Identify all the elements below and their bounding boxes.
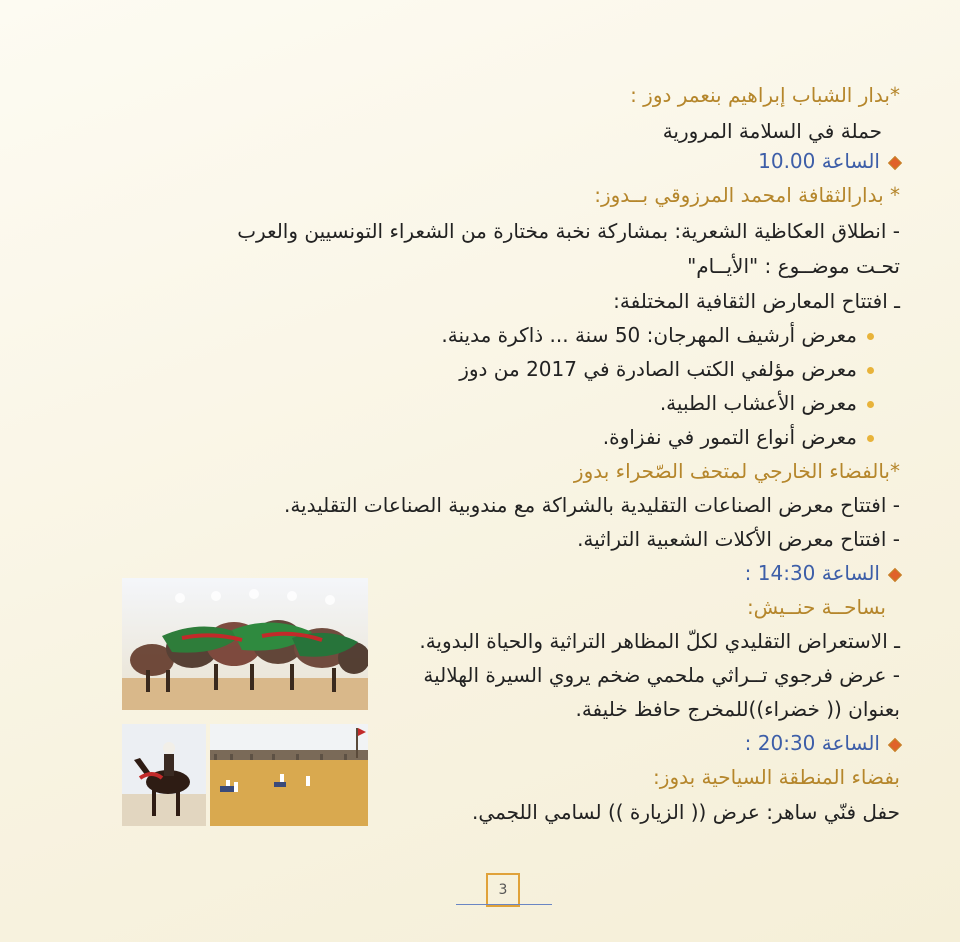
heading-culture-house: * بدارالثقافة امحمد المرزوقي بــدوز: (594, 183, 900, 207)
diamond-icon (888, 567, 902, 581)
bullet-icon (867, 435, 874, 442)
arena-crowd-photo (210, 724, 368, 826)
diamond-icon (888, 737, 902, 751)
time-10: الساعة 10.00 (758, 148, 900, 174)
diamond-icon (888, 155, 902, 169)
road-safety-campaign: حملة في السلامة المرورية (662, 119, 882, 143)
page-number: 3 (486, 873, 520, 907)
bullet-authors: معرض مؤلفي الكتب الصادرة في 2017 من دوز (459, 356, 874, 382)
bullet-icon (867, 367, 874, 374)
heading-hnish-square: بساحــة حنــيش: (746, 595, 886, 619)
epic-show: - عرض فرجوي تــراثي ملحمي ضخم يروي السيرة الهلالية (423, 663, 900, 687)
horse-riders-photo (122, 578, 368, 710)
bullet-herbs: معرض الأعشاب الطبية. (660, 390, 874, 416)
heading-museum: *بالفضاء الخارجي لمتحف الصّحراء بدوز (573, 459, 900, 483)
page-number-rule (456, 904, 552, 905)
poetry-theme: تحـت موضــوع : "الأيــام" (687, 254, 900, 278)
bullet-dates: معرض أنواع التمور في نفزاوة. (603, 424, 874, 450)
traditional-parade: ـ الاستعراض التقليدي لكلّ المظاهر التراثية والحياة البدوية. (419, 629, 900, 653)
single-rider-photo (122, 724, 206, 826)
horse-riders-image (122, 578, 368, 710)
arena-crowd-image (210, 724, 368, 826)
bullet-archive: معرض أرشيف المهرجان: 50 سنة ... ذاكرة مدينة. (441, 322, 874, 348)
poetry-launch: - انطلاق العكاظية الشعرية: بمشاركة نخبة مختارة من الشعراء التونسيين والعرب (237, 219, 900, 243)
bullet-icon (867, 333, 874, 340)
single-rider-image (122, 724, 206, 826)
heading-youth-house: *بدار الشباب إبراهيم بنعمر دوز : (630, 83, 900, 107)
show-title: بعنوان (( خضراء))للمخرج حافظ خليفة. (575, 697, 900, 721)
time-2030: الساعة 20:30 : (745, 730, 900, 756)
evening-concert: حفل فنّي ساهر: عرض (( الزيارة )) لسامي اللجمي. (472, 800, 900, 824)
time-1430: الساعة 14:30 : (745, 560, 900, 586)
heading-tourist-zone: بفضاء المنطقة السياحية بدوز: (653, 765, 900, 789)
food-exhibition: - افتتاح معرض الأكلات الشعبية التراثية. (577, 527, 900, 551)
bullet-icon (867, 401, 874, 408)
crafts-exhibition: - افتتاح معرض الصناعات التقليدية بالشراكة مع مندوبية الصناعات التقليدية. (283, 493, 900, 517)
exhibitions-opening: ـ افتتاح المعارض الثقافية المختلفة: (613, 289, 900, 313)
